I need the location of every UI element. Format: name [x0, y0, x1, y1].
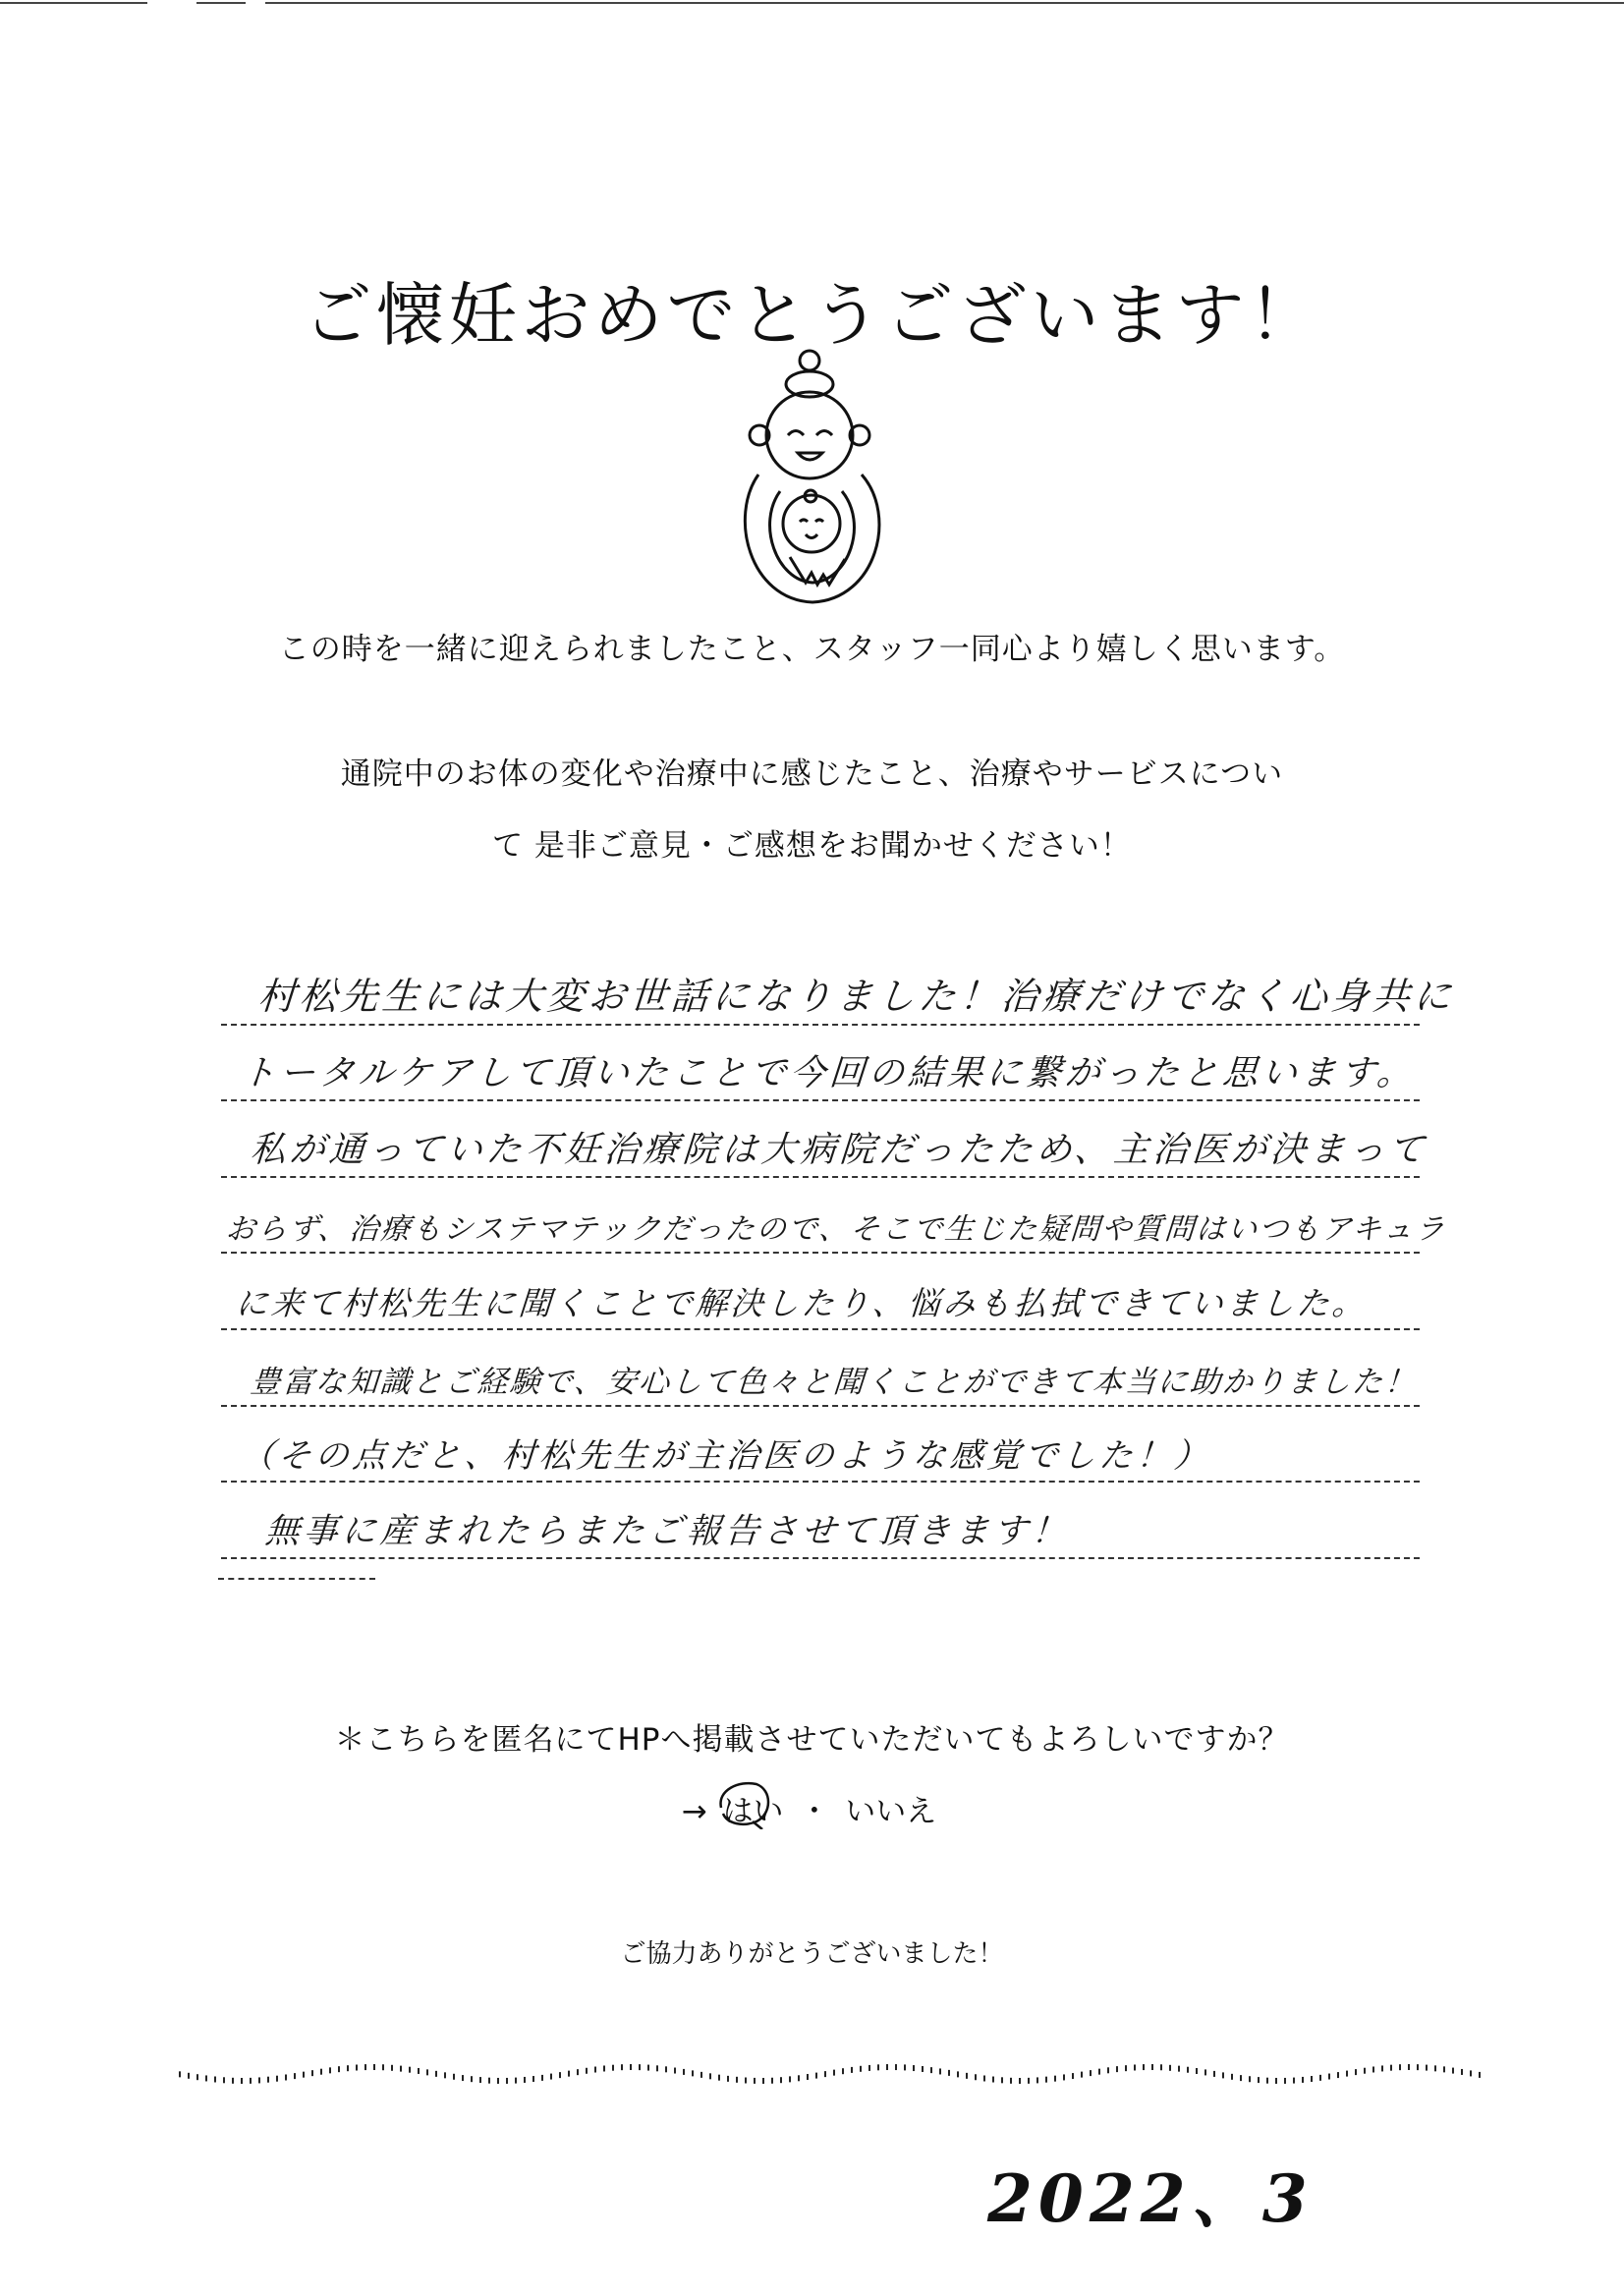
- handwritten-text: に来て村松先生に聞くことで解決したり、悩みも払拭できていました。: [234, 1284, 1370, 1322]
- response-line-3: [221, 1103, 1429, 1178]
- option-yes[interactable]: [717, 1786, 790, 1830]
- dashed-rule: [221, 1024, 1420, 1026]
- page-title: ご懐妊おめでとうございます！: [303, 274, 1321, 356]
- dashed-rule: [221, 1099, 1420, 1101]
- option-no-label: いいえ: [845, 1794, 937, 1829]
- dashed-rule: [221, 1176, 1420, 1178]
- top-border-rules: [0, 0, 1624, 6]
- handwritten-text: 村松先生には大変お世話になりました！治療だけでなく心身共に: [256, 975, 1457, 1018]
- dashed-rule: [221, 1557, 1420, 1559]
- dashed-rule: [221, 1252, 1420, 1254]
- dashed-rule: [221, 1405, 1420, 1407]
- publication-consent-options: [0, 1786, 1624, 1830]
- dotted-wave-divider: [177, 2059, 1484, 2089]
- handwritten-date: 2022、3: [987, 2160, 1314, 2237]
- arrow: →: [681, 1794, 707, 1829]
- short-dashed-rule: [218, 1578, 375, 1580]
- response-line-5: [221, 1256, 1420, 1330]
- publication-consent-question: ＊こちらを匿名にてHPへ掲載させていただいてもよろしいですか？: [334, 1722, 1290, 1758]
- response-line-4: [221, 1179, 1448, 1254]
- option-no[interactable]: [839, 1786, 942, 1830]
- handwritten-text: （その点だと、村松先生が主治医のような感覚でした！）: [239, 1436, 1213, 1476]
- thanks-message: この時を一緒に迎えられましたこと、スタッフ一同心より嬉しく思います。: [278, 632, 1346, 667]
- dashed-rule: [221, 1481, 1420, 1483]
- option-separator: ・: [799, 1794, 830, 1829]
- mother-and-baby-illustration: [729, 349, 901, 609]
- response-line-6: [221, 1332, 1420, 1407]
- handwritten-text: 無事に産まれたらまたご報告させて頂きます！: [263, 1512, 1072, 1551]
- closing-thanks: ご協力ありがとうございました！: [620, 1939, 1004, 1969]
- request-line-1: 通院中のお体の変化や治療中に感じたこと、治療やサービスについ: [340, 756, 1284, 792]
- handwritten-text: 豊富な知識とご経験で、安心して色々と聞くことができて本当に助かりました！: [249, 1365, 1419, 1400]
- response-line-7: [221, 1408, 1420, 1483]
- request-line-2: て 是非ご意見・ご感想をお聞かせください！: [492, 828, 1132, 864]
- response-line-1: [221, 951, 1457, 1026]
- response-line-8: [221, 1484, 1420, 1559]
- handwritten-text: 私が通っていた不妊治療院は大病院だったため、主治医が決まって: [249, 1130, 1429, 1170]
- option-yes-label: はい: [722, 1794, 784, 1829]
- dashed-rule: [221, 1328, 1420, 1330]
- response-line-2: [221, 1027, 1420, 1101]
- handwritten-text: おらず、治療もシステマテックだったので、そこで生じた疑問や質問はいつもアキュラ: [224, 1212, 1448, 1247]
- handwritten-text: トータルケアして頂いたことで今回の結果に繋がったと思います。: [239, 1053, 1418, 1093]
